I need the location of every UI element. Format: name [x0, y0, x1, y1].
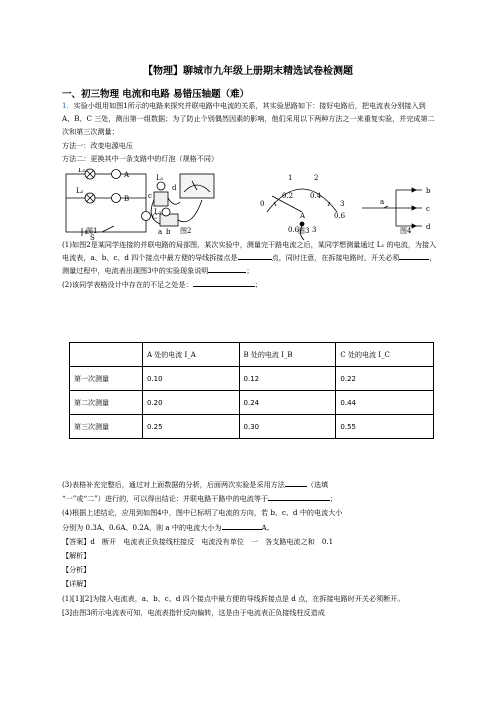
- table-header-row: [70, 343, 434, 367]
- subquestion-1: [62, 238, 437, 278]
- answer-blank[interactable]: [399, 251, 429, 260]
- table-cell: 0.22: [336, 367, 434, 391]
- table-header: B 处的电流 I_B: [239, 343, 336, 367]
- table-row: [70, 415, 434, 439]
- sub1-text-c: ，测量过程中，电流表出现图3中的实验现象说明: [62, 253, 437, 276]
- table-cell: 第二次测量: [70, 391, 143, 415]
- fig4-label: a: [380, 198, 385, 206]
- followup-section: [62, 478, 437, 620]
- sub4-text: 分别为 0.3A、0.6A、0.2A，则 a 中的电流大小为: [62, 522, 222, 532]
- fig2-label: d: [172, 184, 177, 192]
- fig3-label: 0.6: [288, 226, 300, 234]
- fig3-label: 0: [260, 200, 265, 208]
- explanation-1: (1)[1][2]为接入电流表，a、b、c、d 四个接点中最方便的导线拆接点是 d 点，在拆接电路时开关必须断开。: [62, 593, 405, 603]
- table-header: [70, 343, 143, 367]
- table-header: C 处的电流 I_C: [336, 343, 434, 367]
- explanation-2: [3]由图3所示电流表可知，电流表指针反向偏转，这是由于电流表正负接线柱反造成: [62, 607, 325, 617]
- subquestion-2: (2)该同学表格设计中存在的不足之处是： ；: [62, 279, 262, 289]
- answer-blank[interactable]: [208, 264, 246, 273]
- fig1-label: C: [152, 213, 158, 221]
- data-table: [69, 342, 434, 439]
- table-cell: 第三次测量: [70, 415, 143, 439]
- method-1: 方法一：改变电源电压: [62, 140, 133, 150]
- fig3-label: A: [300, 212, 306, 220]
- fig2-label: L₂: [154, 208, 162, 216]
- table-cell: 0.10: [143, 367, 240, 391]
- sub2-text: (2)该同学表格设计中存在的不足之处是：: [62, 279, 193, 289]
- fig3-label: 0.2: [282, 192, 294, 200]
- sub3-text: “一”或“二”）进行的，可以得出结论：并联电路干路中的电流等于: [62, 494, 269, 504]
- table-cell: 0.44: [336, 391, 434, 415]
- question-text: 实验小组用如图1所示的电路来探究并联电路中电流的关系，其实验思路如下：接好电路后，把电流表分别接入到 A、B、C 三处，测出第一组数据；为了防止个别偶然因素的影响，他们采用以下两种方法之一来重复实验，并完成第二次和第三次测量；: [62, 101, 435, 137]
- sub1-text-d: ；: [246, 266, 254, 276]
- figure-4-caption: 图4: [400, 227, 412, 235]
- fig1-label: L₂: [76, 187, 84, 195]
- question-number: 1．: [62, 101, 74, 110]
- method-2: 方法二：更换其中一条支路中的灯泡（规格不同）: [62, 153, 219, 163]
- fig3-label: 2: [314, 174, 319, 182]
- detail-label: 【详解】: [62, 579, 91, 589]
- fig4-label: b: [426, 187, 431, 195]
- fig1-label: S: [90, 234, 95, 242]
- fig2-label: L₁: [156, 174, 164, 182]
- section-heading: 一、初三物理 电流和电路 易错压轴题（难）: [62, 89, 250, 100]
- figure-4-junction: [362, 188, 422, 228]
- question-intro: [62, 99, 437, 165]
- fenxi-label: 【分析】: [62, 565, 91, 575]
- answer-blank[interactable]: [268, 492, 330, 501]
- table-cell: 0.20: [143, 391, 240, 415]
- answer-line: 【答案】d 断开 电流表正负接线柱接反 电流没有单位 一 各支路电流之和 0.1: [62, 536, 334, 546]
- sub1-text-b: 点，同时注意，在拆接电路时，开关必须: [271, 253, 400, 263]
- sub4-text: A。: [261, 522, 274, 532]
- table-cell: 0.30: [239, 415, 336, 439]
- fig4-label: c: [426, 205, 430, 213]
- answer-blank[interactable]: [222, 521, 262, 530]
- fig2-label: b: [166, 228, 171, 236]
- sub3-text: ；: [330, 494, 338, 504]
- fig3-label: 0.6: [334, 212, 346, 220]
- table-row: [70, 367, 434, 391]
- answer-blank[interactable]: [285, 478, 307, 487]
- subquestion-4: (4)根据上述结论，应用到如图4中，图中已标明了电流的方向，若 b、c、d 中的电流大小: [62, 508, 343, 518]
- table-cell: 0.24: [239, 391, 336, 415]
- fig2-label: a: [158, 228, 163, 236]
- table-cell: 第一次测量: [70, 367, 143, 391]
- fig3-label: 3: [312, 226, 317, 234]
- figure-1-caption: 图1: [86, 227, 98, 235]
- table-cell: 0.12: [239, 367, 336, 391]
- subquestion-3: [62, 478, 437, 492]
- fig1-label: L₁: [78, 168, 86, 174]
- figure-3-caption: 图3: [298, 227, 310, 235]
- subquestion-3-cont: [62, 492, 437, 506]
- answer-blank[interactable]: [193, 278, 255, 287]
- answer-blank[interactable]: [238, 251, 272, 260]
- fig3-label: 0.4: [310, 192, 322, 200]
- subquestion-4-cont: [62, 521, 437, 535]
- table-header: A 处的电流 I_A: [143, 343, 240, 367]
- fig3-label: 3: [340, 200, 345, 208]
- table-row: [70, 391, 434, 415]
- fig2-label: c: [148, 192, 152, 200]
- sub1-text-a: (1)如图2是某同学连接的并联电路的局部图，某次实验中，测量完干路电流之后，某同学想测量通过 L₁ 的电流，为接入电流表，a、b、c、d 四个接点中最方便的导线拆接点是: [62, 240, 437, 263]
- fig3-label: 1: [288, 174, 293, 182]
- fig4-label: d: [426, 223, 431, 231]
- page-title: 【物理】聊城市九年级上册期末精选试卷检测题: [143, 66, 353, 77]
- question-1-intro: [62, 99, 437, 139]
- subquestions: [62, 238, 437, 291]
- analysis-label: 【解析】: [62, 551, 91, 561]
- table-cell: 0.55: [336, 415, 434, 439]
- fig1-label: B: [124, 195, 130, 203]
- figure-2-caption: 图2: [180, 227, 192, 235]
- fig1-label: A: [124, 171, 130, 179]
- table-cell: 0.25: [143, 415, 240, 439]
- figure-1-circuit: [66, 169, 151, 236]
- sub3-text: （选填: [306, 480, 329, 489]
- sub3-text: (3)表格补充完整后，通过对上面数据的分析，后面两次实验是采用方法: [62, 480, 285, 489]
